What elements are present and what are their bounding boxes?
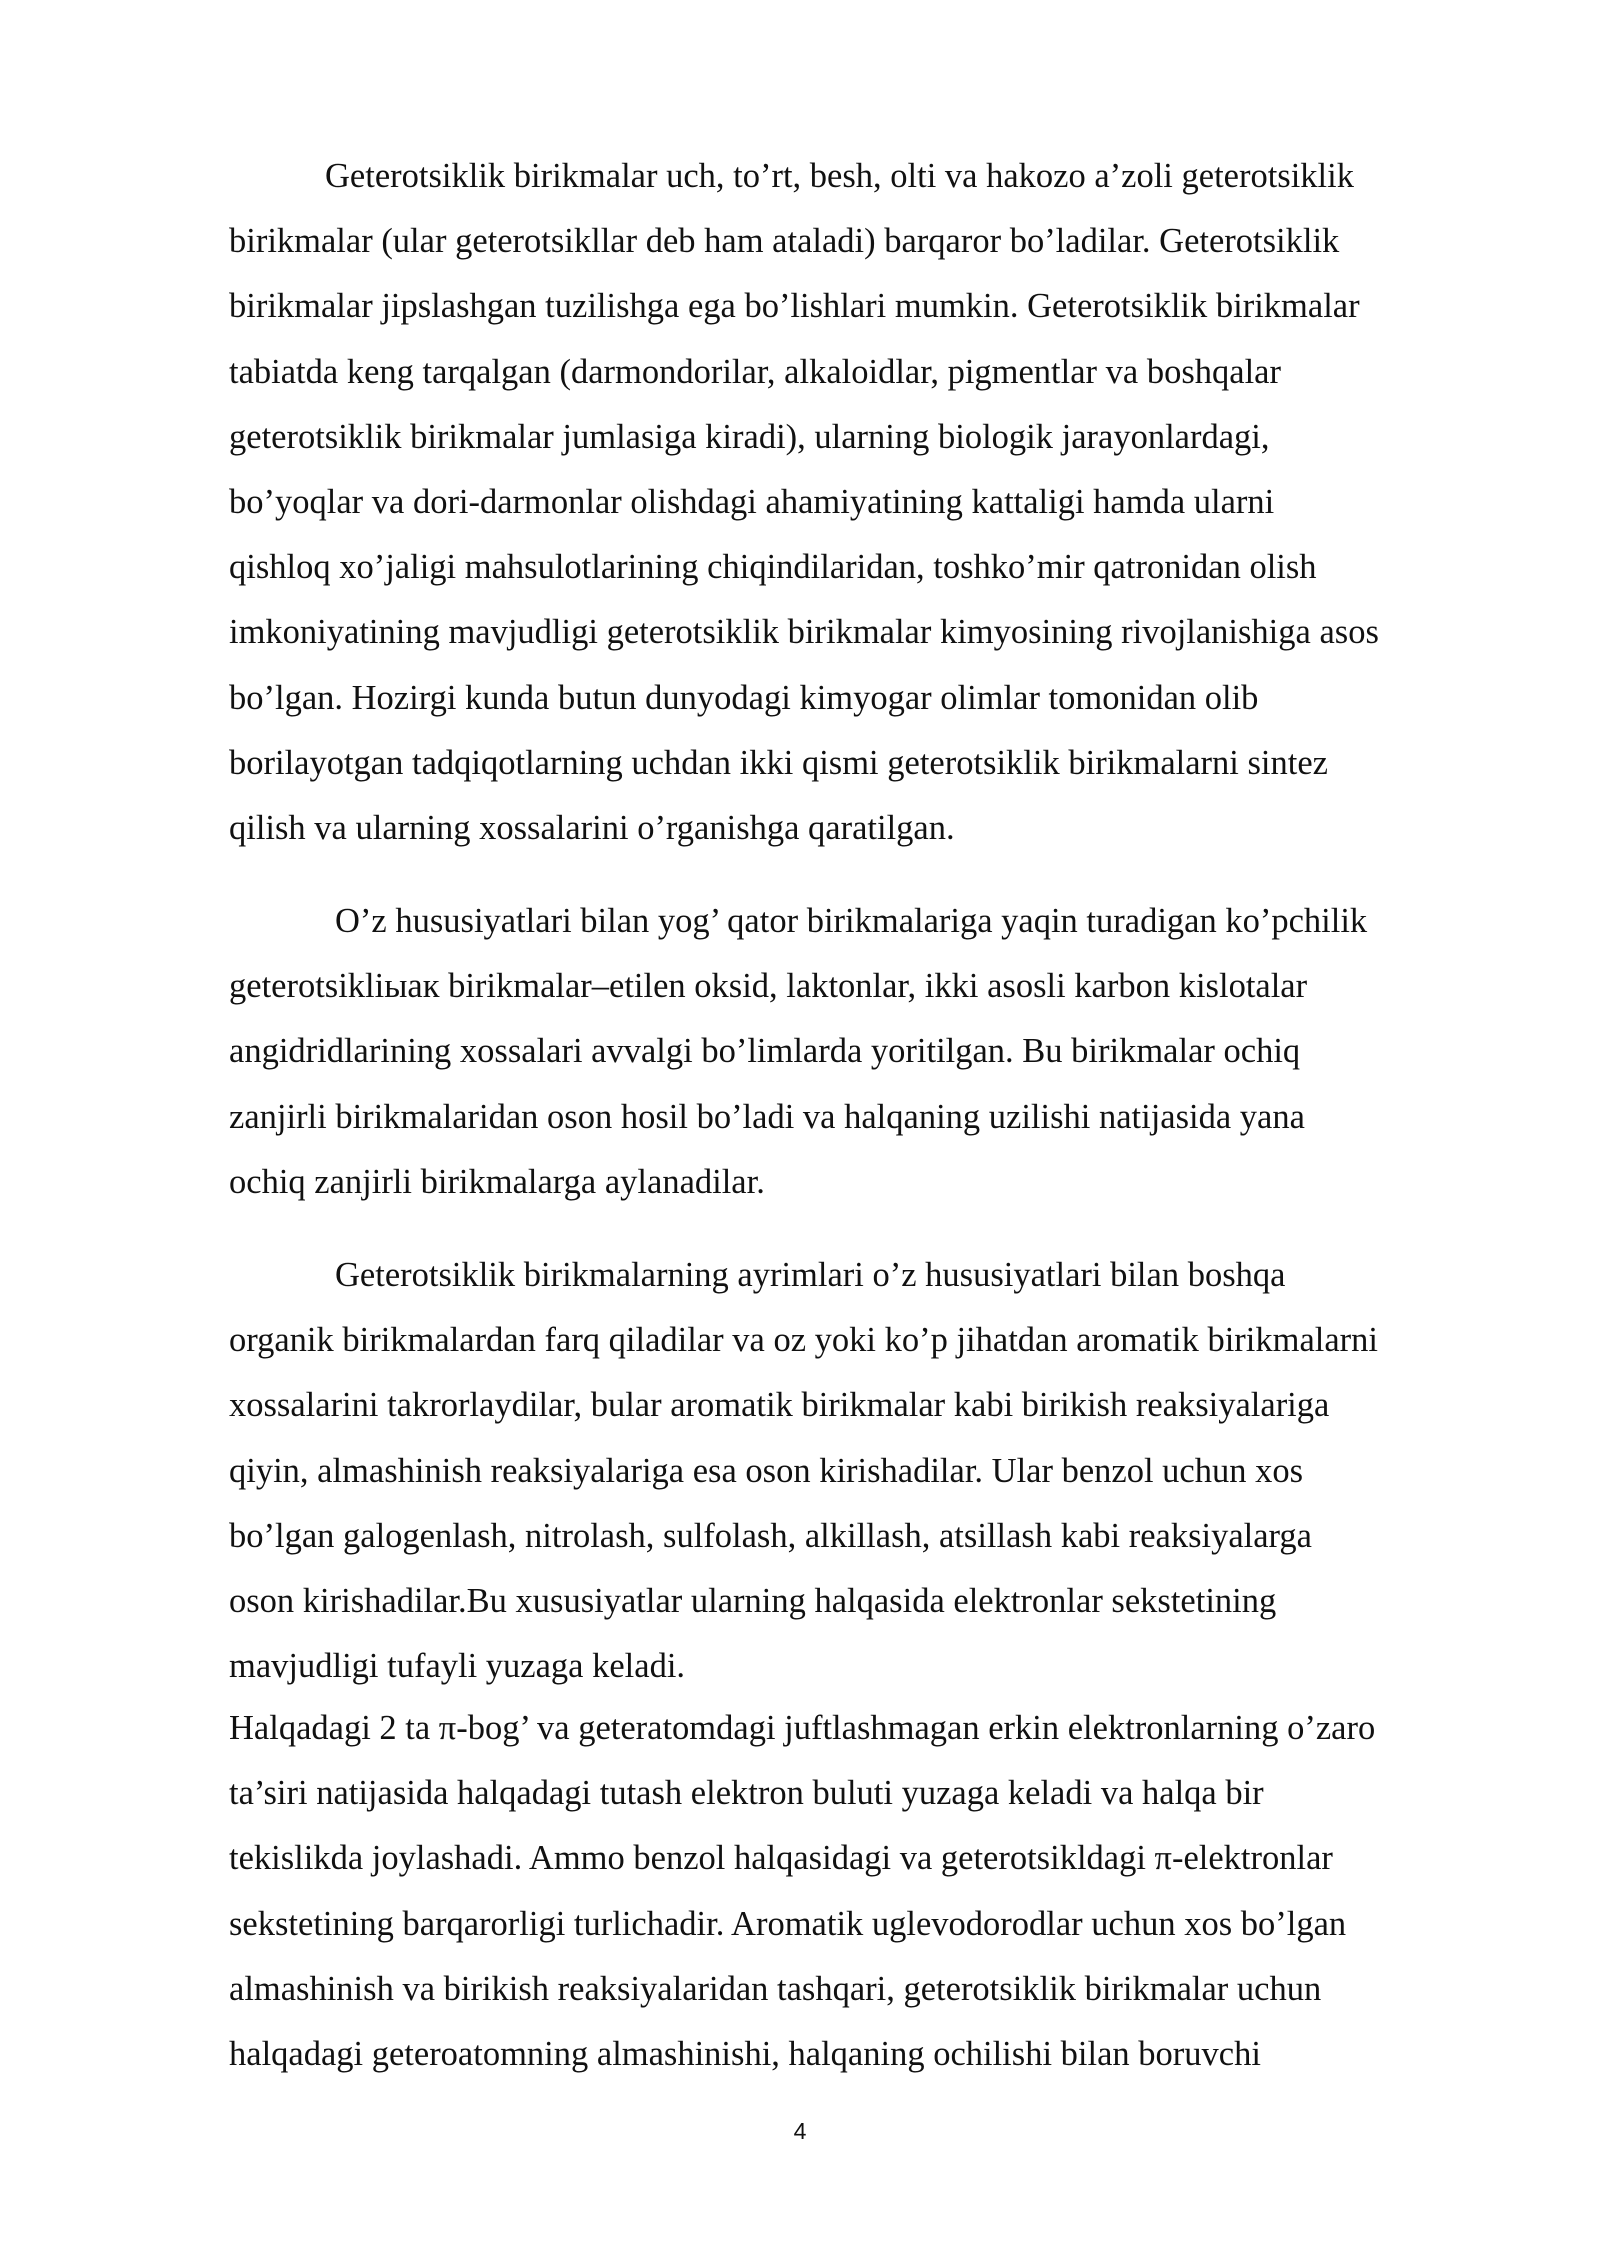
text-line: sekstetining barqarorligi turlichadir. Aromatik uglevodorodlar uchun xos bo’lgan [229, 1904, 1347, 1943]
text-line: tekislikda joylashadi. Ammo benzol halqasidagi va geterotsikldagi π-elektronlar [229, 1839, 1333, 1878]
text-line: qishloq xo’jaligi mahsulotlarining chiqindilaridan, toshko’mir qatronidan olish [229, 548, 1317, 587]
text-line: borilayotgan tadqiqotlarning uchdan ikki qismi geterotsiklik birikmalarni sintez [229, 743, 1328, 782]
page-number: 4 [793, 2118, 807, 2144]
text-line: organik birikmalardan farq qiladilar va oz yoki ko’p jihatdan aromatik birikmalarni [229, 1321, 1378, 1360]
text-line: oson kirishadilar.Bu xususiyatlar ularning halqasida elektronlar sekstetining [229, 1582, 1277, 1621]
text-line: Halqadagi 2 ta π-bog’ va geteratomdagi juftlashmagan erkin elektronlarning o’zaro [229, 1709, 1376, 1747]
text-line: birikmalar (ular geterotsikllar deb ham ataladi) barqaror bo’ladilar. Geterotsiklik [229, 222, 1340, 261]
text-line: zanjirli birikmalaridan oson hosil bo’ladi va halqaning uzilishi natijasida yana [229, 1097, 1305, 1136]
text-line: geterotsikliыак birikmalar–etilen oksid, laktonlar, ikki asosli karbon kislotalar [229, 967, 1308, 1006]
text-line: halqadagi geteroatomning almashinishi, halqaning ochilishi bilan boruvchi [229, 2035, 1261, 2074]
text-line: mavjudligi tufayli yuzaga keladi. [229, 1647, 686, 1686]
paragraph-1 [229, 144, 1494, 861]
paragraph-2 [229, 889, 1494, 1215]
text-line: tabiatda keng tarqalgan (darmondorilar, alkaloidlar, pigmentlar va boshqalar [229, 352, 1281, 391]
text-line: birikmalar jipslashgan tuzilishga ega bo’lishlari mumkin. Geterotsiklik birikmalar [229, 287, 1360, 326]
text-line: bo’lgan. Hozirgi kunda butun dunyodagi kimyogar olimlar tomonidan olib [229, 678, 1259, 717]
text-line: bo’lgan galogenlash, nitrolash, sulfolash, alkillash, atsillash kabi reaksiyalarga [229, 1516, 1312, 1555]
text-line: angidridlarining xossalari avvalgi bo’limlarda yoritilgan. Bu birikmalar ochiq [229, 1032, 1301, 1071]
text-line: almashinish va birikish reaksiyalaridan tashqari, geterotsiklik birikmalar uchun [229, 1969, 1322, 2008]
paragraph-4 [229, 1696, 1494, 2087]
text-line: Geterotsiklik birikmalarning ayrimlari o’z hususiyatlari bilan boshqa [335, 1256, 1286, 1294]
text-line: qilish va ularning xossalarini o’rganishga qaratilgan. [229, 809, 955, 848]
text-line: xossalarini takrorlaydilar, bular aromatik birikmalar kabi birikish reaksiyalariga [229, 1386, 1330, 1425]
text-line: bo’yoqlar va dori-darmonlar olishdagi ahamiyatining kattaligi hamda ularni [229, 483, 1275, 522]
text-line: ta’siri natijasida halqadagi tutash elektron buluti yuzaga keladi va halqa bir [229, 1774, 1264, 1813]
text-line: imkoniyatining mavjudligi geterotsiklik birikmalar kimyosining rivojlanishiga asos [229, 613, 1379, 652]
text-line: qiyin, almashinish reaksiyalariga esa oson kirishadilar. Ular benzol uchun xos [229, 1451, 1304, 1490]
text-line: O’z hususiyatlari bilan yog’ qator birikmalariga yaqin turadigan ko’pchilik [335, 902, 1368, 940]
paragraph-3 [229, 1243, 1494, 1699]
text-line: Geterotsiklik birikmalar uch, to’rt, besh, olti va hakozo a’zoli geterotsiklik [325, 157, 1354, 195]
text-line: ochiq zanjirli birikmalarga aylanadilar. [229, 1162, 765, 1201]
text-line: geterotsiklik birikmalar jumlasiga kiradi), ularning biologik jarayonlardagi, [229, 417, 1270, 456]
